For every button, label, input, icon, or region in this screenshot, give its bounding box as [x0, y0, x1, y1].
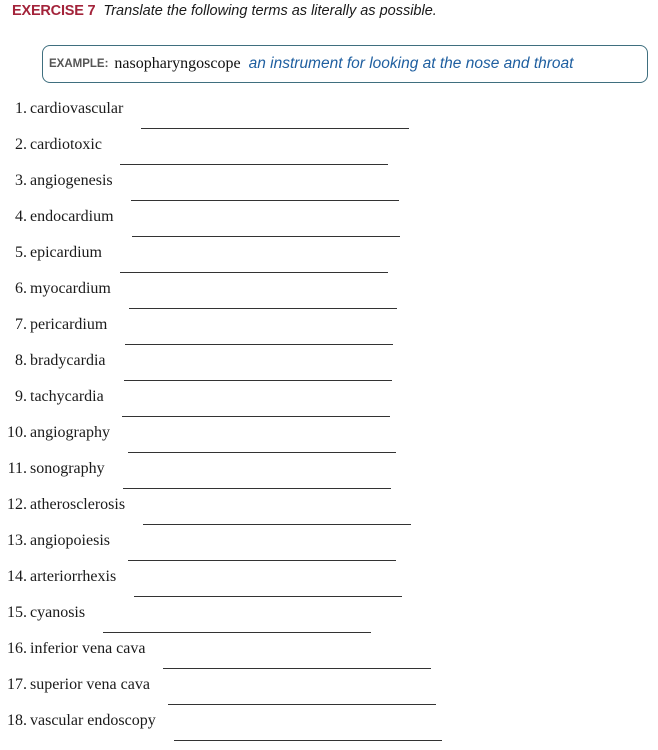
item-term: atherosclerosis	[30, 496, 126, 513]
item-term: inferior vena cava	[30, 640, 146, 657]
exercise-item	[0, 460, 658, 496]
answer-line[interactable]	[174, 740, 442, 741]
item-number: 4.	[15, 208, 27, 225]
exercise-item	[0, 280, 658, 316]
item-term: superior vena cava	[30, 676, 150, 693]
answer-line[interactable]	[120, 272, 388, 273]
answer-line[interactable]	[168, 704, 436, 705]
exercise-item	[0, 172, 658, 208]
item-term: tachycardia	[30, 388, 104, 405]
item-number: 3.	[15, 172, 27, 189]
example-box	[42, 45, 648, 83]
answer-line[interactable]	[143, 524, 411, 525]
exercise-item	[0, 604, 658, 640]
answer-line[interactable]	[131, 200, 399, 201]
item-number: 1.	[15, 100, 27, 117]
exercise-item	[0, 532, 658, 568]
answer-line[interactable]	[103, 632, 371, 633]
item-term: vascular endoscopy	[30, 712, 156, 729]
answer-line[interactable]	[125, 344, 393, 345]
item-term: angiography	[30, 424, 110, 441]
item-term: cyanosis	[30, 604, 86, 621]
exercise-header	[12, 2, 437, 20]
item-number: 5.	[15, 244, 27, 261]
answer-line[interactable]	[163, 668, 431, 669]
exercise-item	[0, 676, 658, 712]
item-term: pericardium	[30, 316, 108, 333]
exercise-item	[0, 388, 658, 424]
exercise-item	[0, 316, 658, 352]
item-number: 14.	[7, 568, 27, 585]
item-number: 17.	[7, 676, 27, 693]
item-term: myocardium	[30, 280, 111, 297]
answer-line[interactable]	[132, 236, 400, 237]
exercise-item	[0, 424, 658, 460]
answer-line[interactable]	[134, 596, 402, 597]
item-term: sonography	[30, 460, 105, 477]
answer-line[interactable]	[123, 488, 391, 489]
item-number: 16.	[7, 640, 27, 657]
answer-line[interactable]	[124, 380, 392, 381]
example-answer: an instrument for looking at the nose and throat	[248, 55, 574, 72]
item-term: epicardium	[30, 244, 102, 261]
item-number: 9.	[15, 388, 27, 405]
exercise-item	[0, 496, 658, 532]
exercise-label: EXERCISE 7	[12, 3, 96, 19]
exercise-item	[0, 640, 658, 676]
item-number: 2.	[15, 136, 27, 153]
exercise-item	[0, 712, 658, 748]
item-term: cardiovascular	[30, 100, 124, 117]
exercise-item	[0, 352, 658, 388]
exercise-instructions: Translate the following terms as literally as possible.	[103, 3, 437, 19]
item-term: bradycardia	[30, 352, 106, 369]
exercise-item	[0, 208, 658, 244]
exercise-item	[0, 136, 658, 172]
item-term: endocardium	[30, 208, 114, 225]
item-term: arteriorrhexis	[30, 568, 117, 585]
answer-line[interactable]	[122, 416, 390, 417]
answer-line[interactable]	[128, 560, 396, 561]
item-number: 12.	[7, 496, 27, 513]
answer-line[interactable]	[141, 128, 409, 129]
example-term: nasopharyngoscope	[114, 55, 241, 72]
exercise-item	[0, 100, 658, 136]
exercise-item	[0, 244, 658, 280]
item-number: 10.	[7, 424, 27, 441]
item-term: angiopoiesis	[30, 532, 110, 549]
item-number: 18.	[7, 712, 27, 729]
item-number: 8.	[15, 352, 27, 369]
item-term: angiogenesis	[30, 172, 113, 189]
item-number: 13.	[7, 532, 27, 549]
item-number: 6.	[15, 280, 27, 297]
item-term: cardiotoxic	[30, 136, 102, 153]
item-number: 7.	[15, 316, 27, 333]
answer-line[interactable]	[129, 308, 397, 309]
example-label: EXAMPLE:	[49, 58, 109, 70]
exercise-item	[0, 568, 658, 604]
item-number: 15.	[7, 604, 27, 621]
answer-line[interactable]	[120, 164, 388, 165]
item-number: 11.	[7, 460, 27, 477]
answer-line[interactable]	[128, 452, 396, 453]
